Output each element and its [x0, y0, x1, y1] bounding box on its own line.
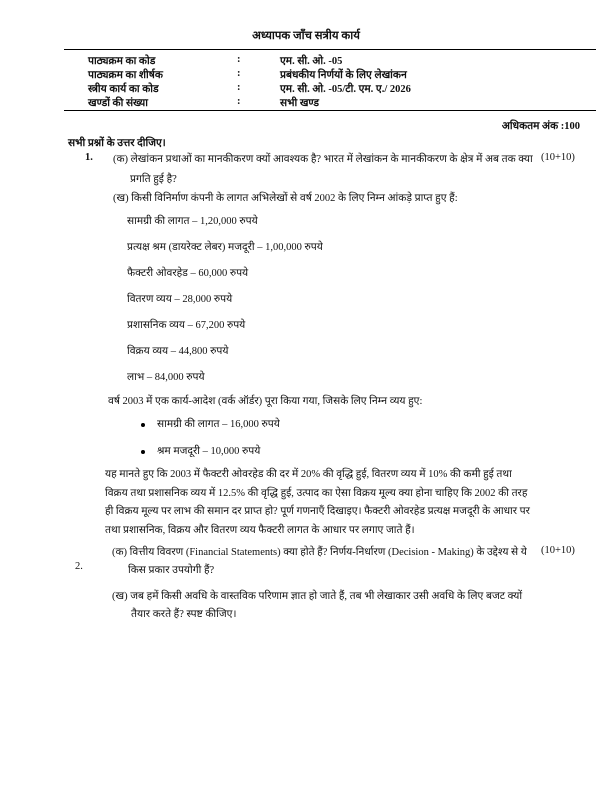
- header-top-rule: [64, 49, 596, 50]
- bullet-icon: [141, 450, 145, 454]
- bullet-item: श्रम मजदूरी – 10,000 रुपये: [157, 446, 261, 457]
- cost-item: लाभ – 84,000 रुपये: [127, 372, 205, 383]
- question-1b-intro: (ख) किसी विनिर्माण कंपनी के लागत अभिलेखों से वर्ष 2002 के लिए निम्न आंकड़े प्राप्त हुए हैं:: [113, 193, 458, 204]
- cost-item: प्रशासनिक व्यय – 67,200 रुपये: [127, 320, 246, 331]
- course-title-label: पाठ्यक्रम का शीर्षक: [88, 70, 163, 81]
- cost-item: प्रत्यक्ष श्रम (डायरेक्ट लेबर) मजदूरी – 1,00,000 रुपये: [127, 242, 323, 253]
- assignment-code-value: एम. सी. ओ. -05/टी. एम. ए./ 2026: [280, 84, 411, 95]
- page-title: अध्यापक जाँच सत्रीय कार्य: [252, 30, 360, 42]
- question-1-number: 1.: [85, 152, 93, 163]
- colon-separator: :: [237, 68, 241, 79]
- course-title-value: प्रबंधकीय निर्णयों के लिए लेखांकन: [280, 70, 407, 81]
- assumption-line-4: तथा प्रशासनिक, विक्रय और वितरण व्यय फैक्टरी लागत के आधार पर लगाए जाते हैं।: [105, 525, 415, 536]
- question-2b-line-1: (ख) जब हमें किसी अवधि के वास्तविक परिणाम ज्ञात हो जाते हैं, तब भी लेखाकार उसी अवधि के लिए बजट क्यों: [112, 591, 523, 602]
- question-2a-line-1: (क) वित्तीय विवरण (Financial Statements) क्या होते हैं? निर्णय-निर्धारण (Decision - Making) के उद्देश्य से ये: [112, 547, 527, 558]
- question-1-marks: (10+10): [541, 152, 575, 163]
- instruction-line: सभी प्रश्नों के उत्तर दीजिए।: [68, 138, 166, 149]
- assumption-line-2: विक्रय तथा प्रशासनिक व्यय में 12.5% की वृद्धि हुई, उत्पाद का ऐसा विक्रय मूल्य क्या होना चाहिए कि 2002 की तरह: [105, 488, 528, 499]
- question-2b-line-2: तैयार करते हैं? स्पष्ट कीजिए।: [131, 609, 237, 620]
- question-1a-line-2: प्रगति हुई है?: [130, 174, 177, 185]
- header-bottom-rule: [64, 110, 596, 111]
- bullet-icon: [141, 423, 145, 427]
- question-2-number: 2.: [75, 561, 83, 572]
- sections-count-value: सभी खण्ड: [280, 98, 320, 109]
- question-1a-line-1: (क) लेखांकन प्रथाओं का मानकीकरण क्यों आवश्यक है? भारत में लेखांकन के मानकीकरण के क्षेत्र में अब तक क्या: [113, 154, 533, 165]
- colon-separator: :: [237, 54, 241, 65]
- assumption-line-3: ही विक्रय मूल्य पर लाभ की समान दर प्राप्त हो? पूर्ण गणनाएँ दिखाइए। फैक्टरी ओवरहेड प्रत्यक्ष मजदूरी के आधार पर: [105, 506, 530, 517]
- assignment-code-label: स्त्रीय कार्य का कोड: [88, 84, 159, 95]
- assumption-line-1: यह मानते हुए कि 2003 में फैक्टरी ओवरहेड की दर में 20% की वृद्धि हुई, वितरण व्यय में 10% की कमी हुई तथा: [105, 469, 512, 480]
- colon-separator: :: [237, 96, 241, 107]
- bullet-item: सामग्री की लागत – 16,000 रुपये: [157, 419, 280, 430]
- cost-item: विक्रय व्यय – 44,800 रुपये: [127, 346, 229, 357]
- cost-item: फैक्टरी ओवरहेड – 60,000 रुपये: [127, 268, 249, 279]
- cost-item: वितरण व्यय – 28,000 रुपये: [127, 294, 233, 305]
- question-2-marks: (10+10): [541, 545, 575, 556]
- sections-count-label: खण्डों की संख्या: [88, 98, 148, 109]
- max-marks: अधिकतम अंक :100: [501, 121, 580, 132]
- course-code-value: एम. सी. ओ. -05: [280, 56, 343, 67]
- work-order-intro: वर्ष 2003 में एक कार्य-आदेश (वर्क ऑर्डर) पूरा किया गया, जिसके लिए निम्न व्यय हुए:: [108, 396, 423, 407]
- colon-separator: :: [237, 82, 241, 93]
- course-code-label: पाठ्यक्रम का कोड: [88, 56, 156, 67]
- question-2a-line-2: किस प्रकार उपयोगी हैं?: [128, 565, 215, 576]
- cost-item: सामग्री की लागत – 1,20,000 रुपये: [127, 216, 258, 227]
